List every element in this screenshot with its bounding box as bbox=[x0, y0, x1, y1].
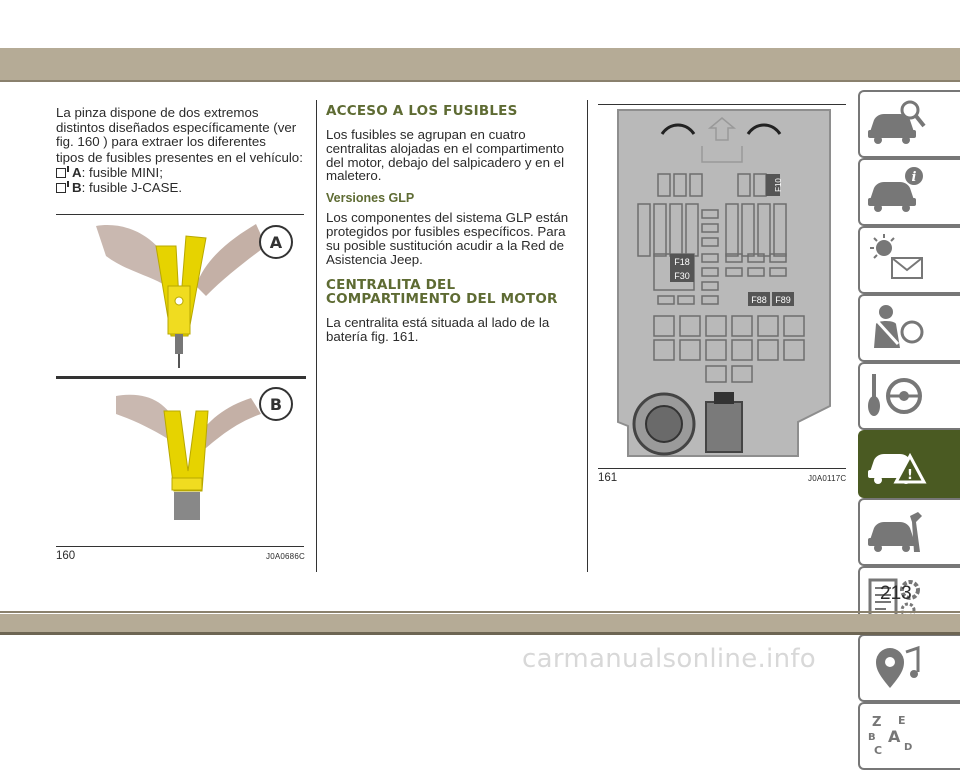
figure-161-image bbox=[598, 106, 846, 464]
figure-161-code: J0A0117C bbox=[808, 474, 847, 483]
list-item-b bbox=[56, 181, 306, 196]
checkbox-bullet-icon bbox=[56, 183, 66, 193]
header-band bbox=[0, 48, 960, 80]
svg-text:i: i bbox=[911, 170, 917, 185]
item-text: : fusible MINI; bbox=[81, 165, 163, 180]
figure-161-number: 161 bbox=[598, 472, 618, 484]
tab-maintenance[interactable] bbox=[858, 498, 960, 566]
svg-text:A: A bbox=[888, 727, 901, 746]
tab-index[interactable] bbox=[858, 702, 960, 770]
label-f10: F10 bbox=[774, 178, 783, 192]
alphabet-index-icon bbox=[866, 710, 926, 760]
svg-text:B: B bbox=[868, 732, 876, 743]
tab-car-info[interactable] bbox=[858, 158, 960, 226]
footer-band-line bbox=[0, 611, 960, 613]
tab-safety[interactable] bbox=[858, 294, 960, 362]
column-divider-1 bbox=[316, 100, 317, 572]
light-envelope-icon bbox=[866, 234, 926, 284]
heading-line-2: COMPARTIMENTO DEL MOTOR bbox=[326, 291, 558, 308]
tab-starting-driving[interactable] bbox=[858, 362, 960, 430]
figure-161-bottom-rule bbox=[598, 468, 846, 469]
svg-text:D: D bbox=[904, 742, 913, 753]
car-wrench-icon bbox=[866, 506, 926, 556]
checkbox-bullet-icon bbox=[56, 168, 66, 178]
tab-emergency[interactable] bbox=[858, 430, 960, 498]
car-search-icon bbox=[866, 98, 926, 148]
intro-text-2: tipos de fusibles presentes en el vehículo: bbox=[56, 149, 303, 165]
footer-band bbox=[0, 614, 960, 632]
heading-access-fuses: ACCESO A LOS FUSIBLES bbox=[326, 103, 518, 119]
header-band-line bbox=[0, 80, 960, 82]
label-f30: F30 bbox=[674, 271, 690, 281]
watermark: carmanualsonline.info bbox=[522, 644, 817, 674]
item-key: B bbox=[72, 179, 82, 195]
subheading-glp: Versiones GLP bbox=[326, 191, 415, 206]
figure-160-bottom-rule bbox=[56, 546, 304, 547]
svg-text:!: ! bbox=[907, 468, 913, 483]
column-divider-2 bbox=[587, 100, 588, 572]
paragraph-1: Los fusibles se agrupan en cuatro centralitas alojadas en el compartimento del motor, debajo del salpicadero y en el maletero. bbox=[326, 127, 565, 184]
svg-text:Z: Z bbox=[872, 715, 882, 730]
label-f89: F89 bbox=[775, 295, 791, 305]
svg-text:E: E bbox=[898, 714, 906, 727]
callout-b-label: B bbox=[269, 395, 283, 414]
label-f88: F88 bbox=[751, 295, 767, 305]
intro-text-1: La pinza dispone de dos extremos distintos diseñados específicamente (ver fig. 160 ) para extraer los diferentes bbox=[56, 105, 297, 149]
item-key: A bbox=[72, 165, 82, 180]
callout-a-label: A bbox=[269, 233, 283, 252]
car-info-icon bbox=[866, 166, 926, 216]
figure-160-code: J0A0686C bbox=[266, 552, 305, 561]
tab-multimedia[interactable] bbox=[858, 634, 960, 702]
list-item-a bbox=[56, 166, 306, 181]
person-seatbelt-icon bbox=[866, 302, 926, 352]
figure-160-image bbox=[56, 216, 306, 536]
label-f18: F18 bbox=[674, 257, 690, 267]
footer-band-dark bbox=[0, 632, 960, 635]
item-text: : fusible J-CASE. bbox=[81, 179, 183, 195]
figure-160-number: 160 bbox=[56, 550, 76, 562]
middle-column bbox=[326, 104, 576, 352]
figure-161-top-rule bbox=[598, 104, 846, 105]
tab-lights-messages[interactable] bbox=[858, 226, 960, 294]
paragraph-3: La centralita está situada al lado de la batería fig. 161. bbox=[326, 315, 550, 345]
figure-160-top-rule bbox=[56, 214, 304, 215]
paragraph-2: Los componentes del sistema GLP están protegidos por fusibles específicos. Para su posible sustitución acudir a la Red de Asistencia Jeep. bbox=[326, 210, 569, 267]
tab-car-search[interactable] bbox=[858, 90, 960, 158]
music-location-icon bbox=[866, 642, 926, 692]
heading-line-1: CENTRALITA DEL bbox=[326, 277, 456, 294]
heading-engine-compartment bbox=[326, 278, 576, 306]
svg-text:C: C bbox=[874, 744, 883, 757]
key-steering-wheel-icon bbox=[866, 370, 926, 420]
car-warning-icon bbox=[866, 438, 926, 488]
page-number: 213 bbox=[880, 583, 912, 604]
left-column bbox=[56, 106, 306, 195]
